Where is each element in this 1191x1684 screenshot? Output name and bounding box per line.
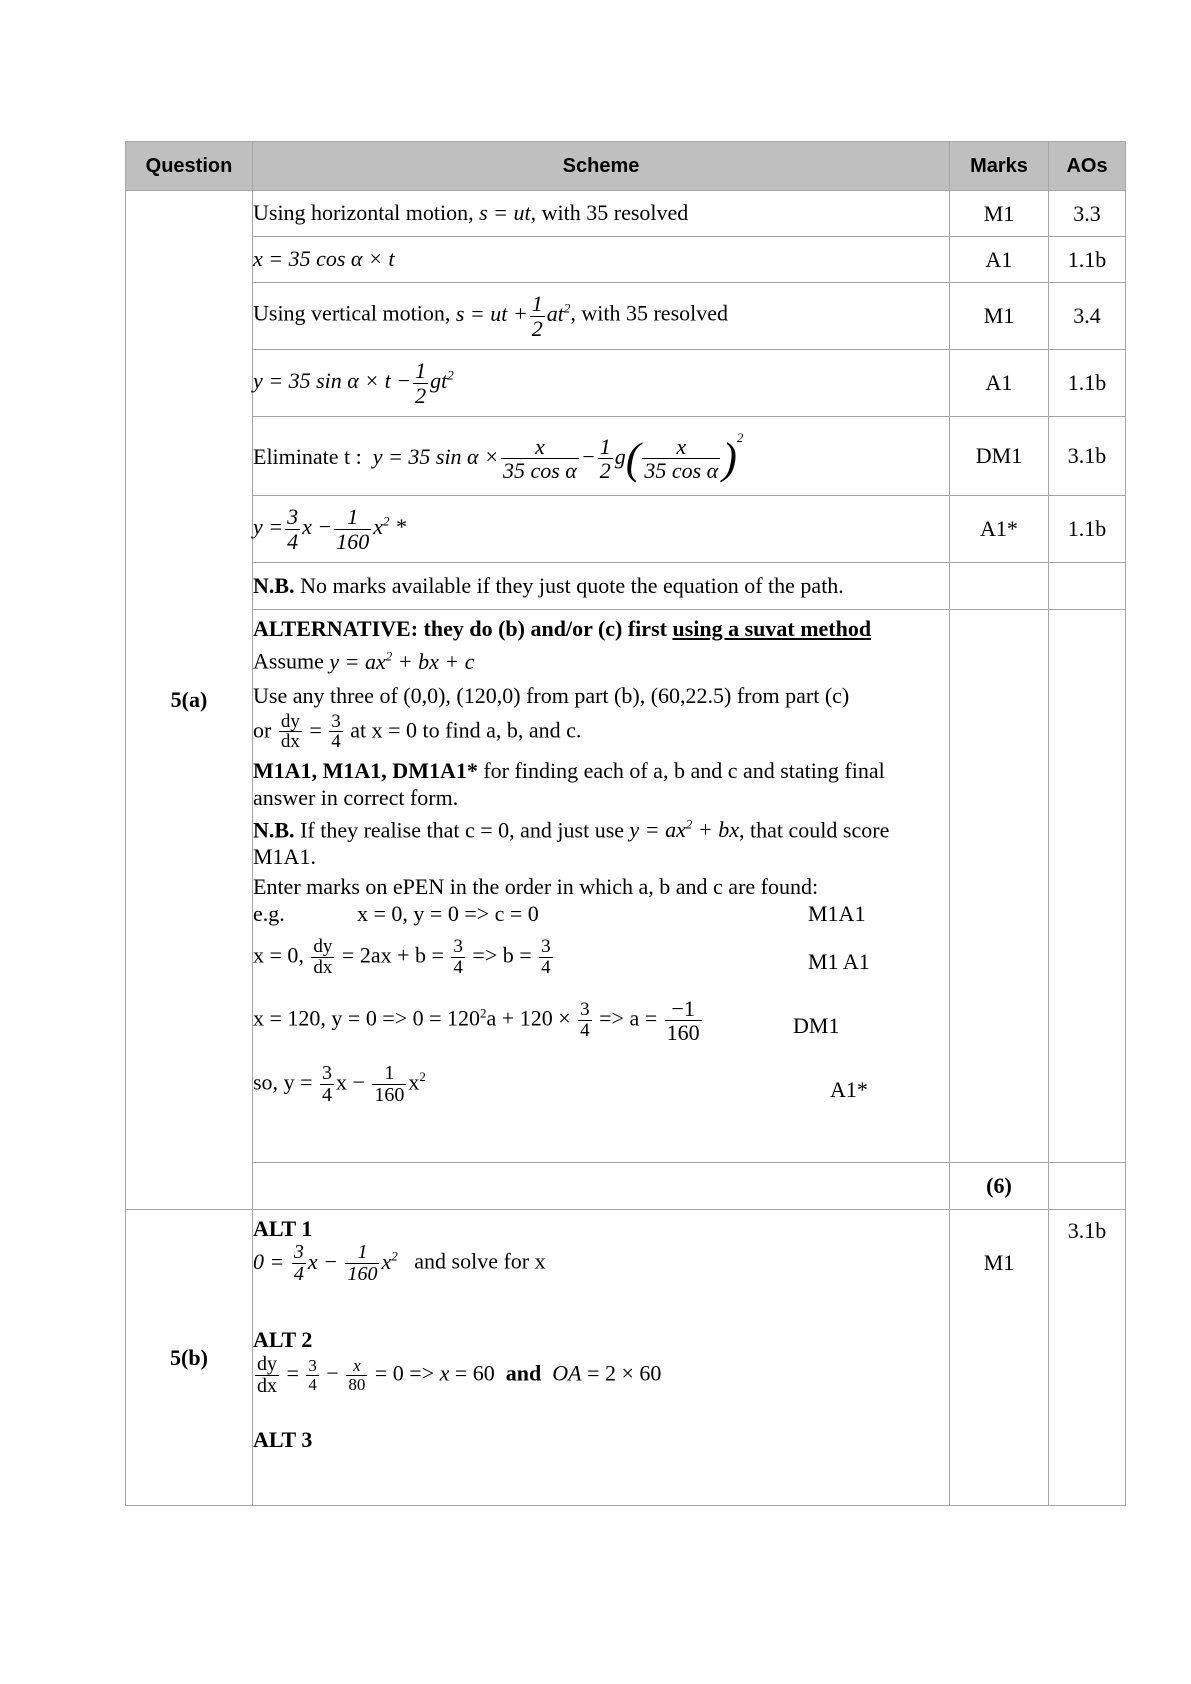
alt3-heading: ALT 3: [253, 1426, 313, 1452]
alt1-text: and solve for x: [414, 1248, 546, 1274]
ao-cell: 1.1b: [1049, 496, 1126, 563]
scheme-cell: [253, 283, 950, 350]
use-any-line: Use any three of (0,0), (120,0) from part (b), (60,22.5) from part (c): [253, 683, 850, 709]
header-marks: Marks: [950, 142, 1049, 191]
path-equation: y = $\frac{3}{4}$ x − $\frac{1}{160}$ $x^2$ *: [253, 504, 407, 554]
eg4-equation: so, y = $\frac{3}{4}$ x − $\frac{1}{160}$ $x^2$: [253, 1061, 426, 1106]
scheme-text: Using horizontal motion,: [253, 200, 480, 226]
alt-heading: [253, 616, 949, 642]
alt2-and: and: [505, 1360, 542, 1386]
nb2-line: N.B. If they realise that c = 0, and just use $y = ax^2$ + bx, that could score M1A1.: [253, 817, 890, 869]
eg3-equation: x = 120, $y = 0 => 0 = 120^2a + 120$ × $\frac{3}{4}$ => a = $\frac{-1}{160}$: [253, 995, 700, 1045]
mark-cell: M1: [950, 283, 1049, 350]
mark-cell: A1*: [950, 496, 1049, 563]
example-row: [253, 931, 949, 991]
nb2-text-post: , that could score M1A1.: [253, 817, 890, 869]
mark-cell: A1: [950, 350, 1049, 417]
mark-cell: DM1: [950, 417, 1049, 496]
enter-line: Enter marks on ePEN in the order in which a, b and c are found:: [253, 874, 819, 900]
marks-bold: M1A1, M1A1, DM1A1*: [253, 758, 478, 784]
find-text: at x = 0 to find a, b, and c.: [350, 716, 582, 742]
eg4-mark: A1*: [830, 1076, 868, 1102]
table-row: [126, 1210, 1126, 1506]
eg3-mark: DM1: [793, 1012, 840, 1038]
example-row: [253, 901, 949, 931]
ao-cell: [1049, 563, 1126, 610]
eg1-text: x = 0, y = 0 => c = 0: [357, 900, 539, 926]
header-scheme: Scheme: [253, 142, 950, 191]
ao-cell: [1049, 1163, 1126, 1210]
question-label-5a: 5(a): [126, 191, 253, 1210]
nb-text: No marks available if they just quote the equation of the path.: [294, 572, 844, 598]
scheme-text: , with 35 resolved: [570, 301, 729, 327]
header-row: [126, 142, 1126, 191]
marks-line: [253, 758, 949, 811]
alt1-line: 0 = $\frac{3}{4}$ x − $\frac{1}{160}$ $x^2$ and solve for x: [253, 1241, 546, 1286]
total-marks: (6): [950, 1163, 1049, 1210]
eg2-mark: M1 A1: [808, 948, 870, 974]
header-question: Question: [126, 142, 253, 191]
or-line: or $\frac{dy}{dx}$ = $\frac{3}{4}$ at x = 0 to find a, b, and c.: [253, 710, 582, 753]
alt2-heading: ALT 2: [253, 1327, 313, 1353]
so-text: so,: [253, 1069, 279, 1095]
assume-line: Assume $y = ax^2$ + bx + c: [253, 648, 475, 674]
ao-cell: 1.1b: [1049, 237, 1126, 283]
scheme-equation: x = 35 cos α × t: [253, 246, 395, 272]
example-row: [253, 991, 949, 1055]
scheme-cell: [253, 191, 950, 237]
alt-heading-underlined: using a suvat method: [672, 616, 872, 641]
alternative-cell: [253, 610, 950, 1163]
suvat-equation: s = ut + $\frac{1}{2}$ $at^2$: [455, 291, 571, 341]
alternative-block: [253, 610, 949, 1125]
ao-cell: [1049, 610, 1126, 1163]
table-row: [126, 283, 1126, 350]
table-row: [126, 237, 1126, 283]
ao-cell: 3.1b: [1049, 417, 1126, 496]
eg1-mark: M1A1: [808, 900, 866, 926]
scheme-cell: [253, 237, 950, 283]
alt1-heading: ALT 1: [253, 1216, 313, 1241]
scheme-cell: [253, 1163, 950, 1210]
ao-cell: 3.3: [1049, 191, 1126, 237]
mark-scheme-table: [125, 141, 1126, 1506]
mark-cell: [950, 563, 1049, 610]
eliminate-equation: y = 35 sin α × $\frac{x}{\text{35 cos α}}$ − $\frac{1}{2}$ g( $\frac{x}{\text{35 cos α}}$ )$^2$: [367, 429, 744, 484]
table-row: [126, 563, 1126, 610]
mark-cell: [950, 610, 1049, 1163]
nb2-text: If they realise that c = 0, and just use: [294, 817, 630, 843]
table-row: [126, 350, 1126, 417]
scheme-cell: [253, 1210, 950, 1506]
scheme-cell: [253, 496, 950, 563]
scheme-text: , with 35 resolved: [530, 200, 689, 226]
nb2-label: N.B.: [253, 817, 295, 843]
table-row: [126, 1163, 1126, 1210]
mark-cell: M1: [950, 191, 1049, 237]
ao-cell: 3.1b: [1049, 1210, 1126, 1506]
alt2-line: $\frac{dy}{dx}$ = $\frac{3}{4}$ − $\frac{x}{80}$ = 0 => x = 60 and OA = 2 × 60: [257, 1352, 662, 1397]
table-row: [126, 417, 1126, 496]
scheme-text: Eliminate t :: [253, 443, 362, 469]
scheme-cell: [253, 563, 950, 610]
ao-cell: 1.1b: [1049, 350, 1126, 417]
alt-heading-text: ALTERNATIVE: they do (b) and/or (c) first: [253, 616, 673, 641]
vertical-equation: y = 35 sin α × t − $\frac{1}{2}$ $gt^2$: [253, 358, 454, 408]
scheme-cell: [253, 417, 950, 496]
eg2-equation: x = 0, $\frac{dy}{dx}$ = 2ax + b = $\frac{3}{4}$ => b = $\frac{3}{4}$: [253, 935, 551, 978]
ao-cell: 3.4: [1049, 283, 1126, 350]
eg-text: e.g.: [253, 900, 285, 926]
mark-cell: M1: [950, 1210, 1049, 1506]
question-label-5b: 5(b): [126, 1210, 253, 1506]
or-text: or: [253, 716, 272, 742]
table-row: [126, 610, 1126, 1163]
marks-text: for finding each of a, b and c and stating final answer in correct form.: [253, 758, 885, 810]
table-row: [126, 496, 1126, 563]
header-aos: AOs: [1049, 142, 1126, 191]
table-row: [126, 191, 1126, 237]
nb-label: N.B.: [253, 572, 295, 598]
assume-text: Assume: [253, 648, 324, 674]
example-row: [253, 1055, 949, 1117]
mark-cell: A1: [950, 237, 1049, 283]
scheme-cell: [253, 350, 950, 417]
scheme-text: Using vertical motion,: [253, 301, 456, 327]
scheme-equation: s = ut: [479, 200, 531, 226]
